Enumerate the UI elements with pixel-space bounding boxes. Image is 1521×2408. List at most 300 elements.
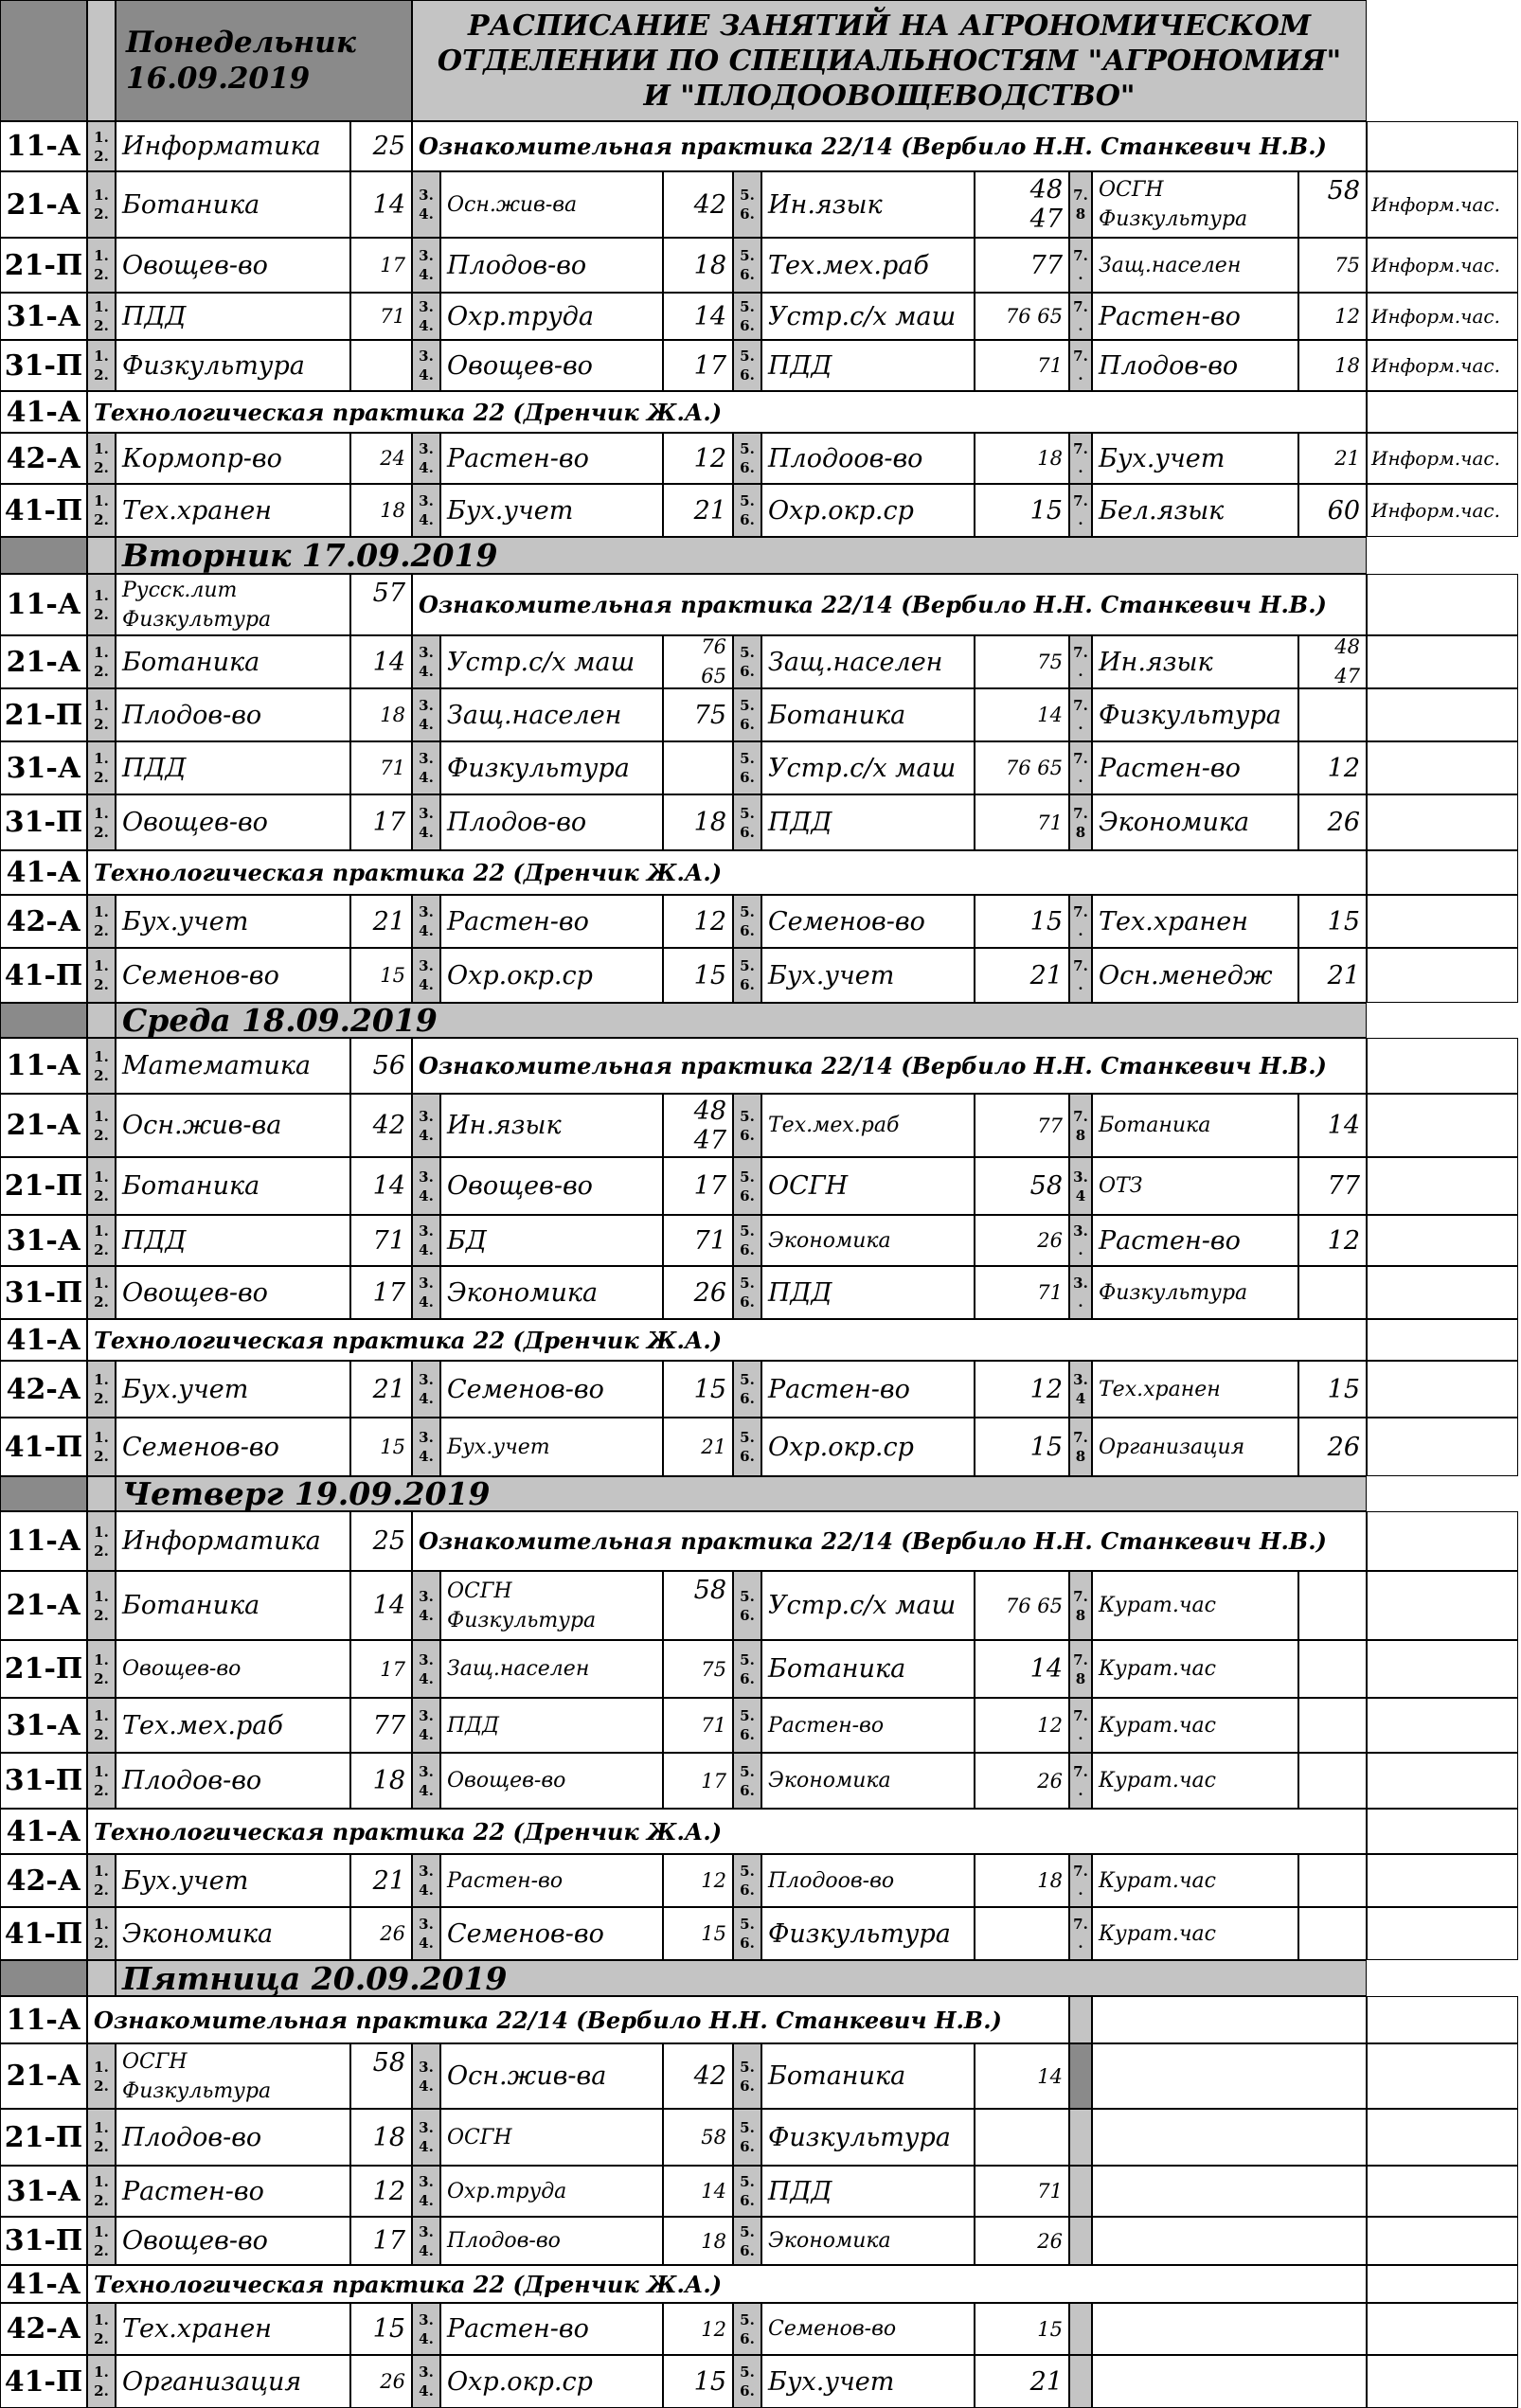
pair-digit: 1. — [94, 1863, 109, 1880]
subject-cell — [761, 293, 975, 340]
pair-digit: 3. — [1073, 1222, 1088, 1240]
pair-digit: 6. — [740, 1126, 755, 1144]
group-label — [0, 340, 87, 391]
subject-name: Бух.учет — [447, 495, 574, 526]
group-label — [0, 895, 87, 948]
room-cell — [663, 1418, 733, 1476]
pair-digit: 4. — [419, 1935, 434, 1952]
room-number: 26 — [1037, 1769, 1063, 1793]
pair-number — [733, 895, 761, 948]
empty-cell — [1367, 850, 1518, 895]
subject-name: Охр.окр.ср — [768, 1432, 914, 1462]
pair-digit: 4. — [419, 769, 434, 786]
subject-name: Тех.мех.раб — [768, 250, 929, 280]
room-cell — [663, 948, 733, 1003]
room-cell — [663, 1907, 733, 1960]
pair-number — [1069, 1266, 1092, 1319]
pair-number — [412, 484, 440, 537]
pair-digit: 3. — [419, 750, 434, 767]
room-cell — [1298, 1094, 1367, 1157]
subject-name: ПДД — [122, 753, 187, 783]
subject-cell — [116, 948, 350, 1003]
subject-cell — [761, 1753, 975, 1809]
subject-cell — [761, 433, 975, 484]
pair-digit: 2. — [94, 2241, 109, 2259]
subject-cell — [1092, 895, 1298, 948]
room-number: 21 — [372, 1865, 405, 1896]
day-title — [116, 537, 1367, 574]
pair-digit: 6. — [740, 366, 755, 383]
room-number: 15 — [372, 2314, 405, 2344]
pair-number — [1069, 293, 1092, 340]
extra-cell — [1367, 238, 1518, 293]
pair-digit: 1. — [94, 2222, 109, 2240]
room-number: 17 — [372, 1277, 405, 1308]
pair-number — [87, 2166, 116, 2217]
empty-cell — [1367, 1996, 1518, 2043]
pair-number — [87, 1640, 116, 1698]
group-name: 11-А — [6, 588, 81, 621]
subject-cell — [116, 1640, 350, 1698]
empty-cell — [1092, 2303, 1367, 2355]
room-number: 58 — [1327, 176, 1360, 205]
subject-name: Физкультура — [447, 1608, 597, 1632]
subject-name: Русск.лит — [122, 578, 238, 602]
subject-name: Организация — [1099, 1435, 1245, 1459]
empty-cell — [1367, 1157, 1518, 1215]
pair-digit: 3. — [419, 957, 434, 974]
empty-cell — [1367, 1511, 1518, 1571]
subject-cell — [761, 1157, 975, 1215]
room-cell — [663, 1698, 733, 1753]
extra-cell — [1367, 433, 1518, 484]
room-number: 17 — [693, 1171, 726, 1201]
day-title — [116, 1476, 1367, 1511]
room-cell — [350, 1418, 412, 1476]
room-number: 71 — [1037, 354, 1063, 377]
pair-number — [1069, 688, 1092, 741]
room-number: 76 65 — [1005, 305, 1063, 328]
subject-cell — [440, 1215, 663, 1266]
group-label — [0, 1319, 87, 1361]
pair-number — [733, 1753, 761, 1809]
empty-cell — [1367, 2265, 1518, 2303]
group-label — [0, 850, 87, 895]
subject-cell — [761, 2043, 975, 2109]
pair-number — [87, 1361, 116, 1418]
pair-number — [733, 2166, 761, 2217]
pair-digit: 1. — [94, 750, 109, 767]
subject-name: Семенов-во — [122, 960, 279, 990]
room-cell — [975, 1094, 1069, 1157]
pair-digit: 1. — [94, 2363, 109, 2381]
pair-number — [733, 1094, 761, 1157]
pair-digit: 4. — [419, 1448, 434, 1465]
room-number: 47 — [1029, 205, 1063, 234]
subject-cell — [116, 741, 350, 794]
room-cell — [1298, 1698, 1367, 1753]
room-number: 47 — [693, 1125, 726, 1155]
pair-digit: 5. — [740, 348, 755, 365]
subject-cell — [440, 1361, 663, 1418]
pair-number — [87, 688, 116, 741]
subject-name: Растен-во — [122, 2176, 264, 2206]
room-cell — [975, 2217, 1069, 2265]
pair-digit: 3. — [419, 2222, 434, 2240]
pair-digit: 3. — [419, 1587, 434, 1605]
pair-number — [733, 171, 761, 238]
room-number: 76 65 — [1005, 757, 1063, 779]
empty-cell — [1367, 895, 1518, 948]
subject-cell — [1092, 1266, 1298, 1319]
group-name: 41-А — [6, 1814, 81, 1848]
group-label — [0, 2303, 87, 2355]
group-label — [0, 574, 87, 635]
group-name: 21-А — [6, 645, 81, 679]
subject-name: Овощев-во — [122, 808, 268, 837]
room-cell — [350, 1157, 412, 1215]
room-cell — [350, 340, 412, 391]
pair-digit: 1. — [94, 903, 109, 920]
pair-digit: 6. — [740, 1186, 755, 1204]
subject-name: Растен-во — [768, 1713, 885, 1738]
room-cell — [663, 1266, 733, 1319]
day-title-spacer — [87, 1476, 116, 1511]
subject-name: Физкультура — [122, 2078, 272, 2103]
empty-cell — [1367, 1266, 1518, 1319]
room-cell — [975, 171, 1069, 238]
empty-cell — [1367, 1854, 1518, 1907]
pair-digit: 5. — [740, 804, 755, 822]
pair-number — [733, 1571, 761, 1640]
pair-digit: 3. — [419, 492, 434, 509]
room-number: 14 — [372, 647, 405, 677]
subject-name: ОСГН — [447, 1579, 512, 1603]
room-cell — [663, 1854, 733, 1907]
group-name: 21-П — [4, 1652, 83, 1686]
pair-digit: 1. — [94, 1107, 109, 1125]
room-cell — [350, 293, 412, 340]
group-name: 31-А — [6, 1223, 81, 1258]
empty-cell — [1367, 741, 1518, 794]
practice-text: Ознакомительная практика 22/14 (Вербило Н.Н. Станкевич Н.В.) — [419, 133, 1327, 160]
subject-cell — [440, 433, 663, 484]
room-cell — [1298, 1361, 1367, 1418]
subject-cell — [440, 688, 663, 741]
pair-number — [412, 2109, 440, 2166]
subject-cell — [116, 1157, 350, 1215]
pair-number — [733, 1266, 761, 1319]
room-number: 18 — [380, 499, 405, 522]
pair-number — [87, 2043, 116, 2109]
extra-cell — [1367, 171, 1518, 238]
group-name: 42-А — [6, 1864, 81, 1898]
pair-digit: 2. — [94, 1669, 109, 1687]
room-cell — [350, 1094, 412, 1157]
subject-cell — [116, 1215, 350, 1266]
pair-digit: . — [1078, 663, 1083, 680]
pair-number — [1069, 1907, 1092, 1960]
practice-note — [412, 1511, 1367, 1571]
pair-digit: 7. — [1073, 644, 1088, 661]
pair-number — [87, 2109, 116, 2166]
room-number: 17 — [372, 2226, 405, 2256]
group-name: 11-А — [6, 1525, 81, 1558]
extra-note: Информ.час. — [1371, 499, 1500, 522]
subject-cell — [761, 688, 975, 741]
subject-cell — [440, 2043, 663, 2109]
subject-name: Информатика — [122, 132, 321, 161]
day-title-text: Пятница 20.09.2019 — [122, 1960, 508, 1996]
pair-digit: 5. — [740, 2363, 755, 2381]
room-cell — [350, 121, 412, 171]
room-number: 14 — [693, 301, 726, 331]
pair-digit: 8 — [1075, 823, 1086, 841]
subject-cell — [761, 2166, 975, 2217]
pair-digit: 1. — [94, 2058, 109, 2076]
room-number: 14 — [1327, 1111, 1360, 1140]
pair-digit: 3. — [419, 187, 434, 204]
subject-name: ПДД — [768, 350, 832, 381]
pair-number — [733, 1854, 761, 1907]
empty-cell — [1367, 1753, 1518, 1809]
room-number: 71 — [380, 305, 405, 328]
practice-text: Ознакомительная практика 22/14 (Вербило Н.Н. Станкевич Н.В.) — [419, 1527, 1327, 1555]
group-name: 21-А — [6, 1109, 81, 1142]
pair-number — [87, 2303, 116, 2355]
pair-number — [87, 1698, 116, 1753]
pair-digit: 4. — [419, 2138, 434, 2155]
subject-name: Ботаника — [122, 647, 260, 677]
pair-digit: 4. — [419, 366, 434, 383]
group-label — [0, 293, 87, 340]
subject-cell — [761, 2303, 975, 2355]
empty-cell — [1367, 794, 1518, 850]
subject-cell — [761, 1698, 975, 1753]
subject-name: Защ.населен — [768, 647, 943, 677]
room-cell — [663, 1361, 733, 1418]
pair-digit: 8 — [1075, 205, 1086, 223]
subject-name: Устр.с/х маш — [768, 1591, 957, 1620]
pair-digit: 6. — [740, 1293, 755, 1311]
pair-digit: 4. — [419, 976, 434, 993]
subject-cell — [1092, 1854, 1298, 1907]
pair-digit: 2. — [94, 1390, 109, 1407]
pair-number — [412, 794, 440, 850]
room-number: 12 — [372, 2176, 405, 2206]
room-cell — [350, 635, 412, 688]
empty-cell — [1367, 2109, 1518, 2166]
pair-digit: 3. — [419, 697, 434, 714]
subject-name: Плодов-во — [122, 2122, 262, 2152]
subject-cell — [116, 1418, 350, 1476]
subject-name: Осн.жив-ва — [447, 2061, 607, 2091]
subject-cell — [116, 1511, 350, 1571]
subject-name: Охр.труда — [447, 2179, 567, 2203]
pair-digit: 5. — [740, 2058, 755, 2076]
room-number: 17 — [693, 350, 726, 381]
pair-digit: 6. — [740, 266, 755, 283]
room-cell — [975, 2303, 1069, 2355]
subject-cell — [1092, 1157, 1298, 1215]
subject-cell — [440, 635, 663, 688]
room-cell — [663, 1640, 733, 1698]
room-cell — [350, 794, 412, 850]
room-cell — [1298, 1854, 1367, 1907]
pair-digit: 7. — [1073, 1107, 1088, 1125]
subject-cell — [116, 1094, 350, 1157]
pair-number — [733, 1907, 761, 1960]
room-number: 60 — [1327, 495, 1360, 526]
page-title — [412, 0, 1367, 121]
subject-cell — [761, 1571, 975, 1640]
subject-name: ПДД — [122, 301, 187, 331]
pair-number — [1069, 1854, 1092, 1907]
subject-cell — [116, 574, 350, 635]
pair-number — [412, 1361, 440, 1418]
room-cell — [663, 2166, 733, 2217]
pair-number — [87, 794, 116, 850]
subject-cell — [116, 895, 350, 948]
pair-number — [733, 340, 761, 391]
subject-cell — [116, 1698, 350, 1753]
subject-name: Бух.учет — [122, 1865, 249, 1896]
room-cell — [1298, 1640, 1367, 1698]
subject-cell — [761, 794, 975, 850]
room-cell — [350, 2355, 412, 2408]
empty-cell — [1367, 391, 1518, 433]
practice-text: Технологическая практика 22 (Дренчик Ж.А.) — [94, 1326, 723, 1354]
pair-digit: 5. — [740, 1650, 755, 1668]
subject-name: Овощев-во — [122, 250, 268, 280]
subject-cell — [440, 794, 663, 850]
pair-digit: 5. — [740, 1371, 755, 1388]
empty-cell — [1367, 2217, 1518, 2265]
pair-digit: 4. — [419, 1186, 434, 1204]
subject-name: Бух.учет — [1099, 443, 1226, 473]
subject-name: Физкультура — [122, 350, 305, 381]
pair-digit: 1. — [94, 1650, 109, 1668]
pair-number — [1069, 2217, 1092, 2265]
subject-cell — [116, 340, 350, 391]
pair-digit: 2. — [94, 976, 109, 993]
room-number: 12 — [1327, 753, 1360, 783]
pair-digit: 1. — [94, 1916, 109, 1933]
practice-note — [87, 1319, 1367, 1361]
room-cell — [663, 1571, 733, 1640]
pair-digit: 3. — [419, 298, 434, 315]
subject-cell — [440, 2355, 663, 2408]
group-name: 21-А — [6, 2060, 81, 2093]
pair-number — [733, 1361, 761, 1418]
pair-number — [1069, 1215, 1092, 1266]
subject-cell — [761, 895, 975, 948]
subject-cell — [1092, 433, 1298, 484]
subject-cell — [761, 340, 975, 391]
day-title-spacer — [0, 1476, 87, 1511]
room-cell — [975, 1698, 1069, 1753]
subject-cell — [116, 688, 350, 741]
subject-name: Плодов-во — [447, 808, 587, 837]
subject-name: Семенов-во — [447, 1918, 604, 1949]
pair-digit: 1. — [94, 2119, 109, 2136]
pair-digit: 6. — [740, 2241, 755, 2259]
practice-note — [412, 1038, 1367, 1094]
pair-number — [87, 1571, 116, 1640]
subject-name: Овощев-во — [447, 350, 593, 381]
pair-digit: 6. — [740, 317, 755, 334]
practice-note — [412, 121, 1367, 171]
subject-cell — [1092, 635, 1298, 688]
room-number: 48 — [1334, 635, 1360, 658]
pair-number — [733, 2043, 761, 2109]
pair-digit: . — [1078, 1726, 1083, 1743]
practice-text: Ознакомительная практика 22/14 (Вербило Н.Н. Станкевич Н.В.) — [94, 2006, 1002, 2034]
room-cell — [975, 1266, 1069, 1319]
group-name: 11-А — [6, 1049, 81, 1082]
subject-name: Экономика — [768, 1769, 891, 1793]
subject-name: Тех.хранен — [1099, 906, 1248, 936]
empty-cell — [1092, 2355, 1367, 2408]
group-label — [0, 1361, 87, 1418]
pair-digit: 5. — [740, 750, 755, 767]
room-cell — [1298, 340, 1367, 391]
subject-name: Бел.язык — [1099, 495, 1225, 526]
pair-digit: 4. — [419, 2192, 434, 2209]
pair-number — [87, 635, 116, 688]
room-cell — [663, 1157, 733, 1215]
group-name: 42-А — [6, 1372, 81, 1406]
pair-digit: 8 — [1075, 1606, 1086, 1624]
pair-number — [412, 340, 440, 391]
practice-note — [87, 850, 1367, 895]
pair-number — [412, 2355, 440, 2408]
subject-name: Растен-во — [447, 443, 589, 473]
subject-name: Экономика — [768, 1228, 891, 1253]
room-cell — [663, 238, 733, 293]
subject-cell — [761, 1640, 975, 1698]
room-number: 71 — [1037, 1281, 1063, 1304]
pair-number — [412, 293, 440, 340]
subject-name: ПДД — [768, 808, 832, 837]
empty-cell — [1367, 2043, 1518, 2109]
extra-cell — [1367, 340, 1518, 391]
room-number: 71 — [1037, 811, 1063, 834]
group-label — [0, 635, 87, 688]
practice-text: Ознакомительная практика 22/14 (Вербило Н.Н. Станкевич Н.В.) — [419, 591, 1327, 618]
subject-name: Плодоов-во — [768, 443, 923, 473]
subject-cell — [116, 794, 350, 850]
pair-digit: 1. — [94, 187, 109, 204]
pair-number — [87, 1266, 116, 1319]
pair-digit: 3. — [419, 2363, 434, 2381]
group-name: 42-А — [6, 2312, 81, 2346]
empty-cell — [1367, 121, 1518, 171]
room-cell — [1298, 635, 1367, 688]
subject-name: Ин.язык — [768, 189, 883, 220]
room-cell — [1298, 794, 1367, 850]
room-cell — [975, 1753, 1069, 1809]
room-number: 56 — [372, 1051, 405, 1080]
pair-digit: 2. — [94, 2077, 109, 2095]
room-number: 26 — [380, 1922, 405, 1945]
room-cell — [1298, 741, 1367, 794]
subject-cell — [761, 1907, 975, 1960]
room-number: 14 — [372, 189, 405, 220]
room-number: 77 — [1037, 1114, 1063, 1137]
subject-cell — [1092, 1907, 1298, 1960]
subject-name: Семенов-во — [447, 1374, 604, 1404]
